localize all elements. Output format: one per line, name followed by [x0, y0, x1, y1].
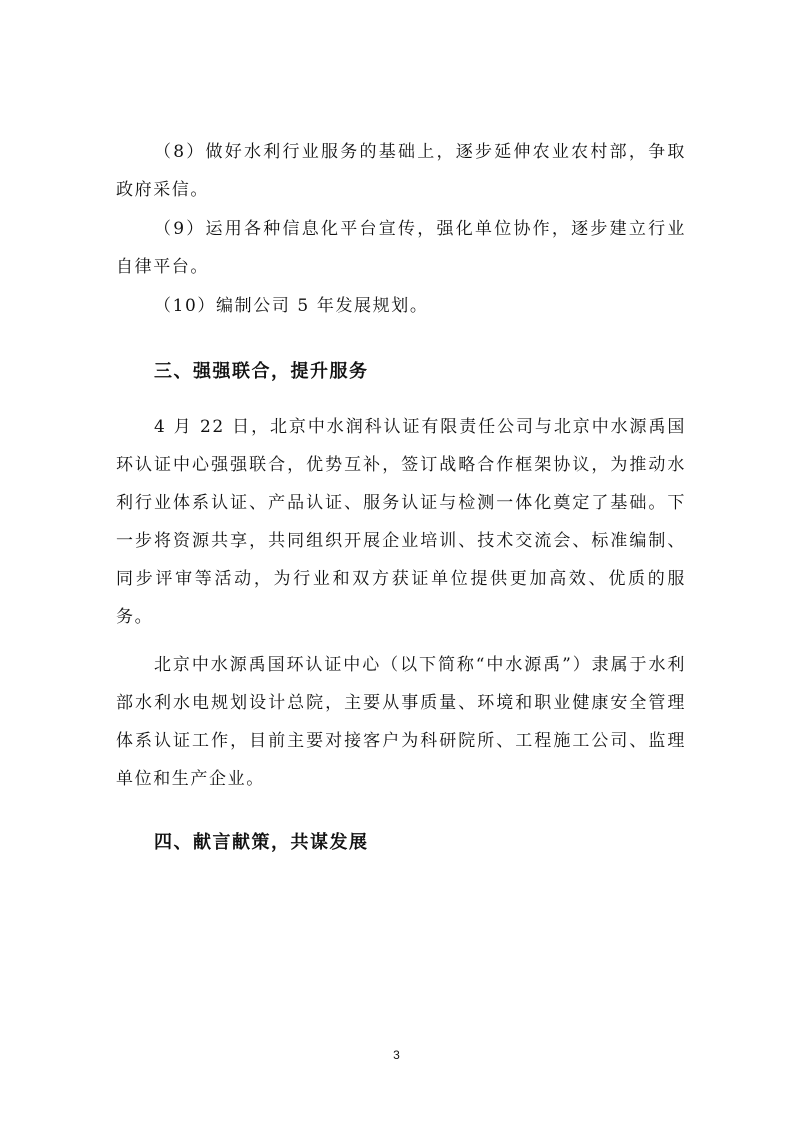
section-3-paragraph-1: 4 月 22 日，北京中水润科认证有限责任公司与北京中水源禹国环认证中心强强联合，优势互补，签订战略合作框架协议，为推动水利行业体系认证、产品认证、服务认证与检测一体化奠定了基础。下一步将资源共享，共同组织开展企业培训、技术交流会、标准编制、同步评审等活动，为行业和双方获证单位提供更加高效、优质的服务。 — [116, 417, 686, 627]
section-3-heading: 三、强强联合，提升服务 — [154, 361, 369, 382]
list-item-9: （9）运用各种信息化平台宣传，强化单位协作，逐步建立行业自律平台。 — [116, 219, 686, 277]
section-3-paragraph-2: 北京中水源禹国环认证中心（以下简称“中水源禹”）隶属于水利部水利水电规划设计总院，主要从事质量、环境和职业健康安全管理体系认证工作，目前主要对接客户为科研院所、工程施工公司、监理单位和生产企业。 — [116, 655, 686, 789]
list-item-10: （10）编制公司 5 年发展规划。 — [154, 296, 429, 316]
section-4-heading: 四、献言献策，共谋发展 — [154, 832, 369, 853]
page-number: 3 — [393, 1048, 400, 1062]
list-item-8: （8）做好水利行业服务的基础上，逐步延伸农业农村部，争取政府采信。 — [116, 142, 686, 200]
